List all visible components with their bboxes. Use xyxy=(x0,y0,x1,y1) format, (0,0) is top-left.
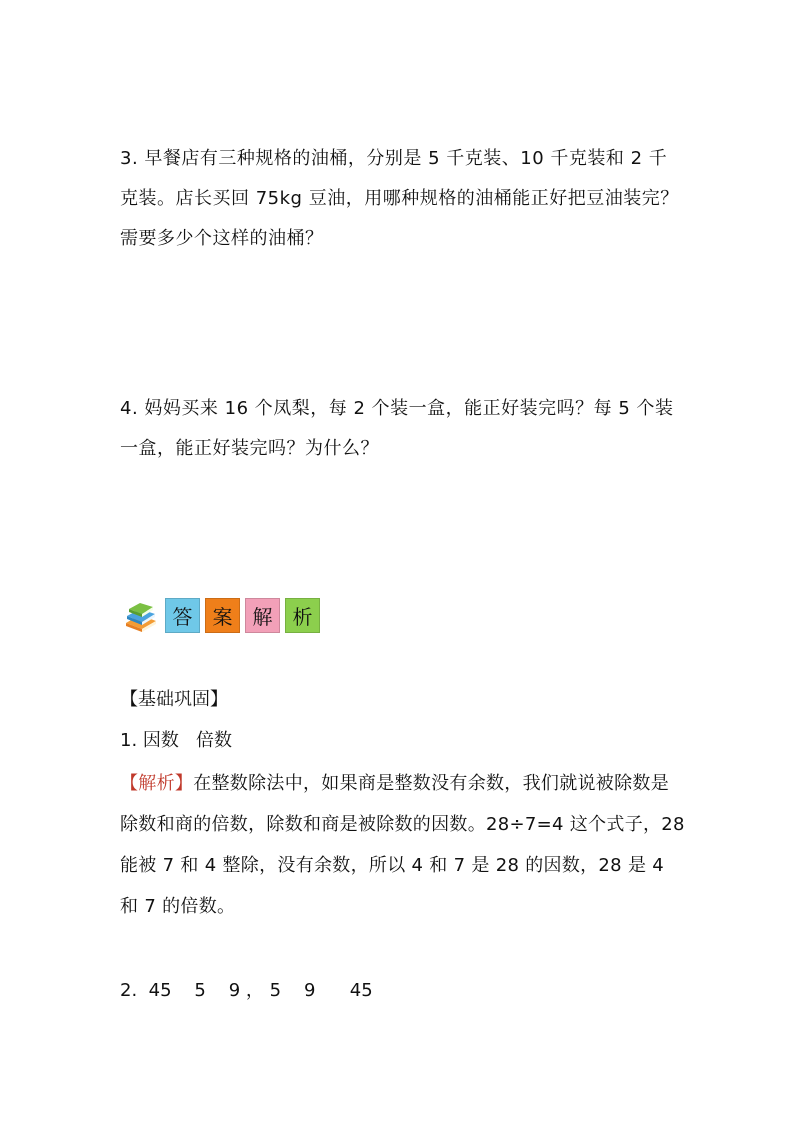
banner-tile-da: 答 xyxy=(165,598,200,633)
section-title: 【基础巩固】 xyxy=(120,689,228,710)
banner-tile-xi: 析 xyxy=(285,598,320,633)
question-4: 4. 妈妈买来 16 个凤梨，每 2 个装一盒，能正好装完吗？每 5 个装一盒，能正好装完吗？为什么？ xyxy=(120,398,674,459)
answer-2: 2. 45 5 9 ， 5 9 45 xyxy=(120,980,373,1001)
analysis-tag: 【解析】 xyxy=(120,773,194,794)
banner-tile-jie: 解 xyxy=(245,598,280,633)
banner-tile-an: 案 xyxy=(205,598,240,633)
question-3: 3. 早餐店有三种规格的油桶，分别是 5 千克装、10 千克装和 2 千克装。店长买回 75kg 豆油，用哪种规格的油桶能正好把豆油装完？需要多少个这样的油桶？ xyxy=(120,148,679,249)
books-icon xyxy=(122,597,158,633)
answer-1-title: 1. 因数 倍数 xyxy=(120,730,233,751)
answer-1-analysis xyxy=(120,763,685,927)
analysis-text: 在整数除法中，如果商是整数没有余数，我们就说被除数是除数和商的倍数，除数和商是被除数的因数。28÷7=4 这个式子，28 能被 7 和 4 整除，没有余数，所以 4 和 7 是 28 的因数，28 是 4 和 7 的倍数。 xyxy=(120,773,685,917)
answer-banner xyxy=(122,597,320,633)
